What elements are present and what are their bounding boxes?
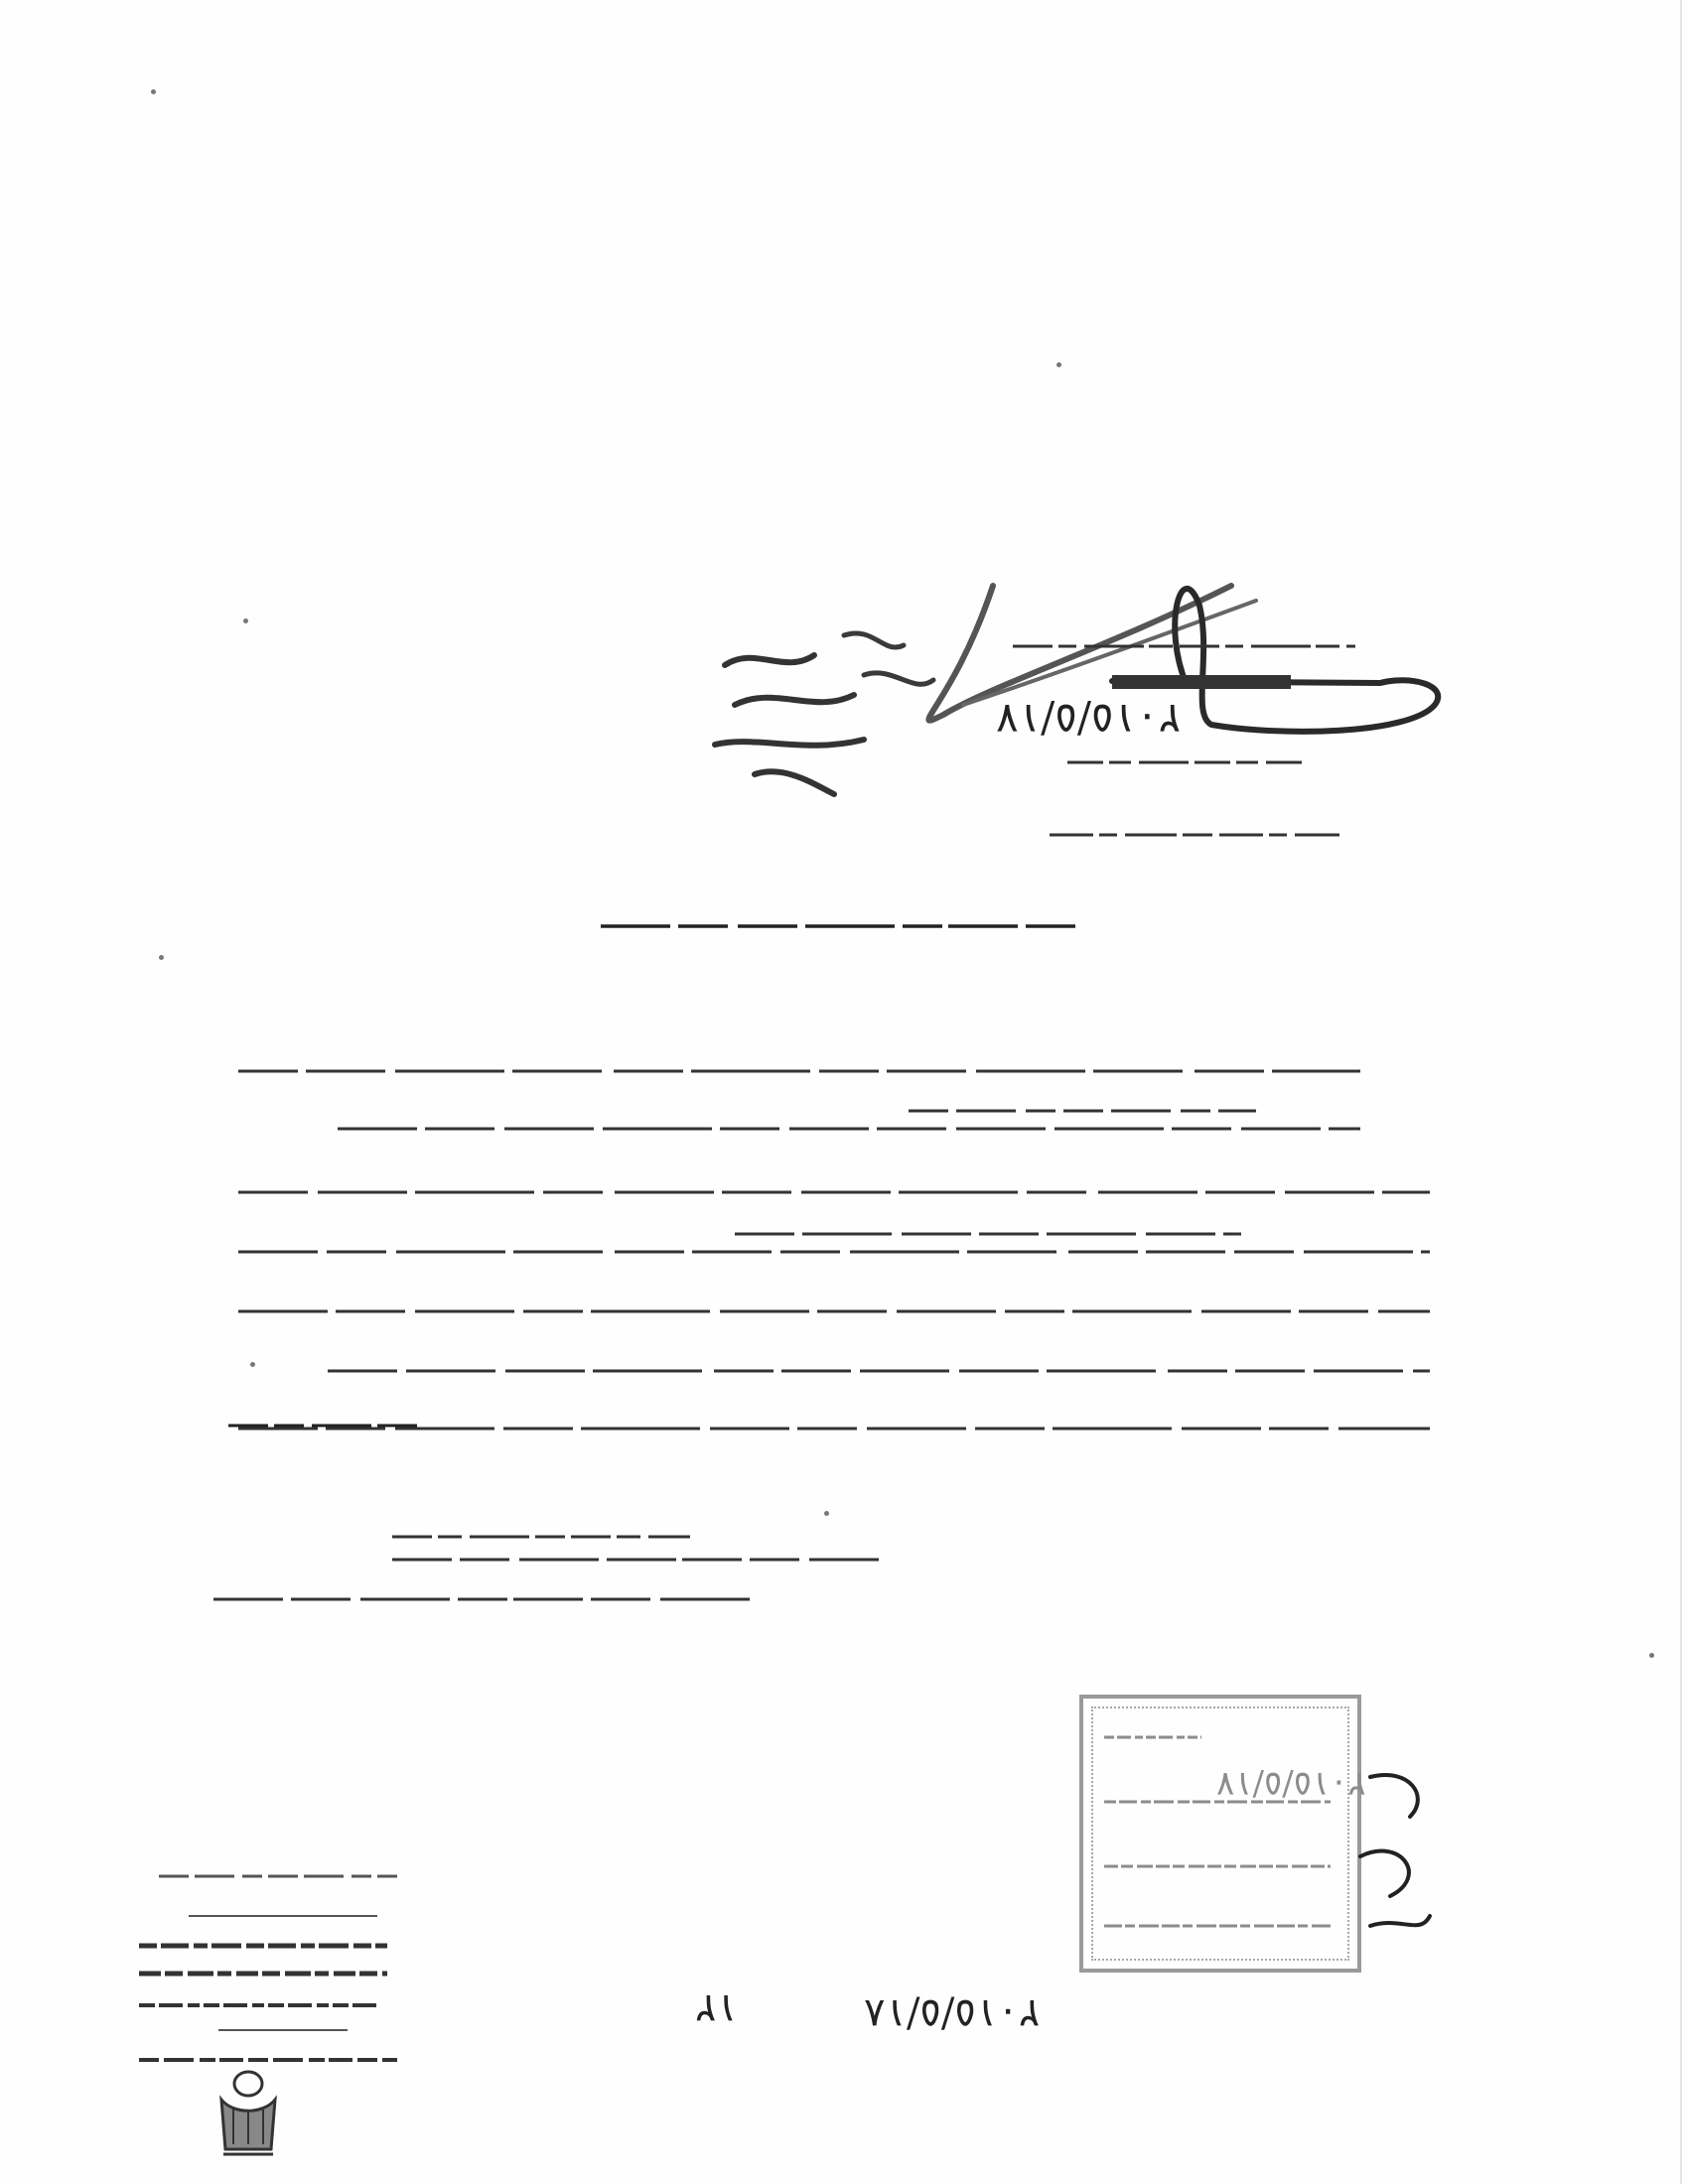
sender-title-line [1013,635,1355,657]
body-line [338,1118,1360,1140]
subject-line [601,915,1077,937]
sender-name-line [1067,751,1302,773]
body-line [238,1418,1430,1439]
closing-line [213,1588,750,1610]
scan-speck [250,1362,255,1367]
closing-line [392,1549,879,1570]
stamp-handwriting-icon [1350,1757,1440,1946]
stamp-text-lines [1092,1707,1350,1961]
closing-line [392,1526,690,1548]
scan-speck [151,89,156,94]
body-line [328,1360,1430,1382]
scan-speck [1649,1653,1654,1658]
body-line [238,1181,1430,1203]
body-line [238,1060,1360,1082]
scan-speck [1056,362,1061,367]
signature-date: ٢٠١٥/٥/١٧ [996,695,1182,744]
state-emblem-icon [213,2070,283,2169]
stamp-date: ٢٠١٥/٥/١٧ [1216,1764,1366,1804]
sender-department-line [1050,824,1339,846]
scan-speck [159,955,164,960]
body-line [238,1300,1430,1322]
footer-page-number: ١٢ [695,1985,738,2031]
footer-date: ٢٠١٥/٥/١٨ [864,1990,1041,2036]
body-line [238,1241,1430,1263]
paper-edge [1680,0,1682,2184]
scan-speck [243,618,248,623]
scan-speck [824,1511,829,1516]
